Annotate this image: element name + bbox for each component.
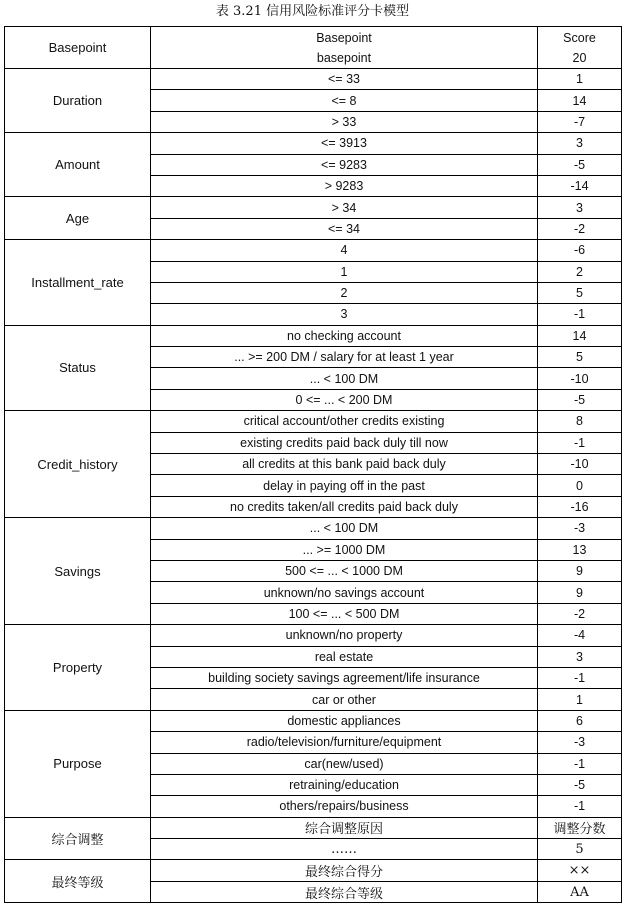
score-cell: -1 xyxy=(538,304,622,325)
score-cell: 6 xyxy=(538,710,622,731)
table-caption: 表 3.21 信用风险标准评分卡模型 xyxy=(215,4,410,19)
score-cell: 调整分数 xyxy=(538,817,622,838)
feature-name-cell: 综合调整 xyxy=(5,817,151,860)
score-cell: 14 xyxy=(538,325,622,346)
score-cell: AA xyxy=(538,881,622,902)
basepoint-bin-header xyxy=(151,27,538,69)
bin-label-cell: radio/television/furniture/equipment xyxy=(151,732,538,753)
bin-label-cell: > 34 xyxy=(151,197,538,218)
bin-label-cell: 3 xyxy=(151,304,538,325)
score-cell: 2 xyxy=(538,261,622,282)
bin-label-cell: <= 34 xyxy=(151,218,538,239)
bin-label-cell: <= 9283 xyxy=(151,154,538,175)
feature-name-cell: Age xyxy=(5,197,151,240)
score-cell: -2 xyxy=(538,603,622,624)
feature-name-cell: 最终等级 xyxy=(5,860,151,903)
score-cell: -14 xyxy=(538,175,622,196)
bin-label-cell: no credits taken/all credits paid back duly xyxy=(151,496,538,517)
score-cell: -1 xyxy=(538,796,622,817)
table-row xyxy=(5,133,622,154)
score-cell: 0 xyxy=(538,475,622,496)
bin-label-cell: ... >= 1000 DM xyxy=(151,539,538,560)
table-row xyxy=(5,817,622,838)
bin-label-cell: <= 33 xyxy=(151,69,538,90)
score-cell: 9 xyxy=(538,582,622,603)
score-cell: 8 xyxy=(538,411,622,432)
score-cell: -5 xyxy=(538,774,622,795)
scorecard-table xyxy=(4,26,622,903)
bin-label-cell: 4 xyxy=(151,240,538,261)
score-header xyxy=(538,27,622,69)
bin-label-cell: domestic appliances xyxy=(151,710,538,731)
score-header-line1: Score xyxy=(563,30,596,45)
bin-label-cell: > 9283 xyxy=(151,175,538,196)
bin-label-cell: <= 3913 xyxy=(151,133,538,154)
bin-label-cell: others/repairs/business xyxy=(151,796,538,817)
bin-label-cell: > 33 xyxy=(151,111,538,132)
table-row xyxy=(5,197,622,218)
score-cell: -10 xyxy=(538,454,622,475)
bin-label-cell: retraining/education xyxy=(151,774,538,795)
bin-header-line1: Basepoint xyxy=(316,30,372,45)
feature-name-cell: Purpose xyxy=(5,710,151,817)
table-row xyxy=(5,518,622,539)
bin-label-cell: building society savings agreement/life insurance xyxy=(151,667,538,688)
feature-name-cell: Status xyxy=(5,325,151,411)
table-row xyxy=(5,325,622,346)
bin-header-line2: basepoint xyxy=(316,50,372,65)
bin-label-cell: 1 xyxy=(151,261,538,282)
feature-name-cell: Installment_rate xyxy=(5,240,151,326)
score-cell: 3 xyxy=(538,197,622,218)
table-row xyxy=(5,710,622,731)
bin-label-cell: unknown/no property xyxy=(151,625,538,646)
scorecard-body xyxy=(5,27,622,903)
bin-label-cell: real estate xyxy=(151,646,538,667)
table-row xyxy=(5,240,622,261)
bin-label-cell: critical account/other credits existing xyxy=(151,411,538,432)
score-cell: 3 xyxy=(538,646,622,667)
feature-name-cell: Property xyxy=(5,625,151,711)
bin-label-cell: delay in paying off in the past xyxy=(151,475,538,496)
table-row xyxy=(5,625,622,646)
bin-label-cell: 0 <= ... < 200 DM xyxy=(151,389,538,410)
bin-label-cell: 最终综合等级 xyxy=(151,881,538,902)
score-cell: -3 xyxy=(538,732,622,753)
table-row xyxy=(5,411,622,432)
bin-label-cell: ... < 100 DM xyxy=(151,368,538,389)
feature-name-cell: Amount xyxy=(5,133,151,197)
score-cell: -1 xyxy=(538,667,622,688)
score-cell: -16 xyxy=(538,496,622,517)
score-cell: -4 xyxy=(538,625,622,646)
bin-label-cell: …… xyxy=(151,839,538,860)
bin-label-cell: 综合调整原因 xyxy=(151,817,538,838)
bin-label-cell: all credits at this bank paid back duly xyxy=(151,454,538,475)
score-cell: 5 xyxy=(538,839,622,860)
bin-label-cell: car or other xyxy=(151,689,538,710)
bin-label-cell: 100 <= ... < 500 DM xyxy=(151,603,538,624)
feature-name-cell: Duration xyxy=(5,69,151,133)
score-cell: 13 xyxy=(538,539,622,560)
score-cell: -7 xyxy=(538,111,622,132)
bin-label-cell: 最终综合得分 xyxy=(151,860,538,881)
header-row xyxy=(5,27,622,69)
bin-label-cell: ... >= 200 DM / salary for at least 1 year xyxy=(151,347,538,368)
score-cell: 14 xyxy=(538,90,622,111)
score-cell: -3 xyxy=(538,518,622,539)
feature-name-cell: Savings xyxy=(5,518,151,625)
score-cell: 3 xyxy=(538,133,622,154)
bin-label-cell: ... < 100 DM xyxy=(151,518,538,539)
score-cell: 5 xyxy=(538,347,622,368)
bin-label-cell: existing credits paid back duly till now xyxy=(151,432,538,453)
bin-label-cell: car(new/used) xyxy=(151,753,538,774)
score-header-line2: 20 xyxy=(572,50,587,65)
table-row xyxy=(5,860,622,881)
feature-name-cell: Credit_history xyxy=(5,411,151,518)
score-cell: 1 xyxy=(538,69,622,90)
score-cell: -6 xyxy=(538,240,622,261)
score-cell: -2 xyxy=(538,218,622,239)
score-cell: -1 xyxy=(538,753,622,774)
score-cell: 9 xyxy=(538,560,622,581)
score-cell: -5 xyxy=(538,154,622,175)
basepoint-label-cell: Basepoint xyxy=(5,27,151,69)
bin-label-cell: no checking account xyxy=(151,325,538,346)
bin-label-cell: unknown/no savings account xyxy=(151,582,538,603)
score-cell: -1 xyxy=(538,432,622,453)
table-row xyxy=(5,69,622,90)
score-cell: -10 xyxy=(538,368,622,389)
score-cell: 5 xyxy=(538,282,622,303)
score-cell: ×× xyxy=(538,860,622,881)
bin-label-cell: 500 <= ... < 1000 DM xyxy=(151,560,538,581)
score-cell: -5 xyxy=(538,389,622,410)
bin-label-cell: <= 8 xyxy=(151,90,538,111)
score-cell: 1 xyxy=(538,689,622,710)
bin-label-cell: 2 xyxy=(151,282,538,303)
